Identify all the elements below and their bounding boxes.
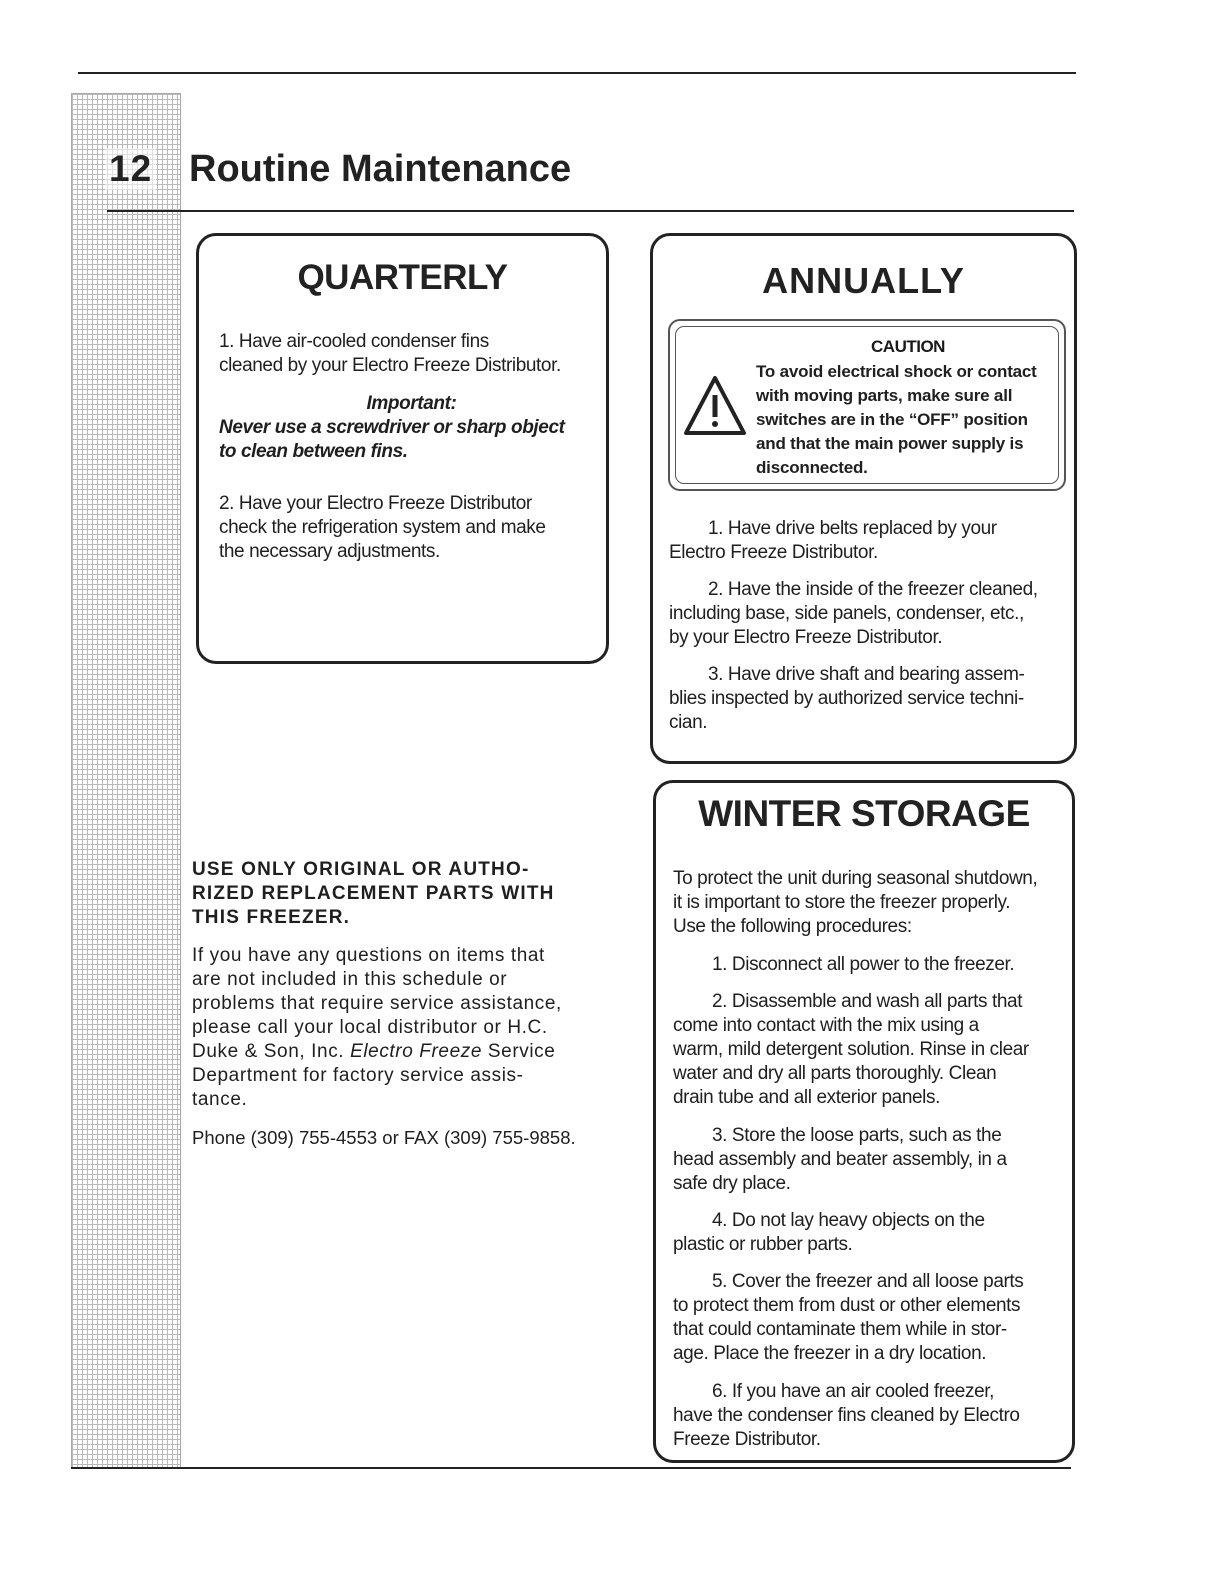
annually-box <box>650 233 1077 764</box>
grid-margin-strip <box>71 93 181 1469</box>
phone-fax: Phone (309) 755-4553 or FAX (309) 755-9858. <box>192 1127 576 1148</box>
contact-text: Service <box>482 1041 556 1062</box>
important-text: Never use a screwdriver or sharp object <box>219 417 565 438</box>
annually-item-line: 1. Have drive belts replaced by your <box>708 518 997 539</box>
page-title: Routine Maintenance <box>189 148 572 190</box>
bottom-rule <box>71 1467 1071 1469</box>
winter-item-line: safe dry place. <box>673 1173 791 1194</box>
winter-item-line: water and dry all parts thoroughly. Clean <box>673 1063 997 1084</box>
winter-item-line: 4. Do not lay heavy objects on the <box>712 1210 985 1231</box>
quarterly-item-1-line: 1. Have air-cooled condenser fins <box>219 331 489 352</box>
annually-item-line: 3. Have drive shaft and bearing assem- <box>708 664 1025 685</box>
quarterly-item-2 <box>219 492 604 564</box>
winter-intro <box>673 867 1073 939</box>
caution-line: switches are in the “OFF” position <box>756 410 1028 429</box>
annually-item-line: including base, side panels, condenser, etc., <box>669 603 1024 624</box>
contact-text: Duke & Son, Inc. <box>192 1041 351 1062</box>
winter-item-4 <box>673 1209 1073 1257</box>
winter-item-line: 1. Disconnect all power to the freezer. <box>712 954 1015 975</box>
quarterly-title: QUARTERLY <box>297 258 508 297</box>
winter-item-line: drain tube and all exterior panels. <box>673 1087 940 1108</box>
annually-item-line: cian. <box>669 712 708 733</box>
caution-panel <box>668 319 1066 491</box>
top-rule <box>78 72 1076 74</box>
quarterly-item-1-line: cleaned by your Electro Freeze Distributor. <box>219 355 561 376</box>
winter-item-line: have the condenser fins cleaned by Electro <box>673 1405 1020 1426</box>
contact-line: please call your local distributor or H.C. <box>192 1017 548 1038</box>
winter-item-line: age. Place the freezer in a dry location. <box>673 1343 987 1364</box>
winter-item-line: to protect them from dust or other elements <box>673 1295 1021 1316</box>
contact-line: If you have any questions on items that <box>192 945 545 966</box>
winter-item-1 <box>673 953 1073 977</box>
winter-item-3 <box>673 1124 1073 1196</box>
winter-storage-box <box>653 780 1075 1463</box>
winter-item-line: 6. If you have an air cooled freezer, <box>712 1381 994 1402</box>
quarterly-item-2-line: the necessary adjustments. <box>219 541 440 562</box>
contact-line: are not included in this schedule or <box>192 969 508 990</box>
important-label: Important: <box>366 393 457 414</box>
annually-item-line: blies inspected by authorized service techni- <box>669 688 1024 709</box>
parts-heading-line: USE ONLY ORIGINAL OR AUTHO- <box>192 859 530 880</box>
brand-name: Electro Freeze <box>350 1041 483 1062</box>
contact-paragraph <box>192 944 602 1112</box>
replacement-parts-heading <box>192 858 602 930</box>
caution-line: disconnected. <box>756 458 868 477</box>
contact-line: problems that require service assistance, <box>192 993 562 1014</box>
caution-heading: CAUTION <box>871 337 945 356</box>
caution-line: and that the main power supply is <box>756 434 1024 453</box>
caution-line: To avoid electrical shock or contact <box>756 362 1037 381</box>
annually-item-3 <box>669 663 1079 735</box>
caution-text <box>756 360 1061 480</box>
caution-line: with moving parts, make sure all <box>756 386 1013 405</box>
winter-item-line: plastic or rubber parts. <box>673 1234 853 1255</box>
winter-item-line: 3. Store the loose parts, such as the <box>712 1125 1002 1146</box>
winter-item-6 <box>673 1380 1073 1452</box>
annually-item-line: by your Electro Freeze Distributor. <box>669 627 943 648</box>
quarterly-box <box>196 233 609 664</box>
parts-heading-line: RIZED REPLACEMENT PARTS WITH <box>192 883 555 904</box>
warning-triangle-icon <box>682 373 748 437</box>
winter-item-line: 2. Disassemble and wash all parts that <box>712 991 1023 1012</box>
winter-intro-line: it is important to store the freezer properly. <box>673 892 1011 913</box>
winter-item-line: Freeze Distributor. <box>673 1429 821 1450</box>
quarterly-item-2-line: 2. Have your Electro Freeze Distributor <box>219 493 532 514</box>
parts-heading-line: THIS FREEZER. <box>192 907 351 928</box>
quarterly-important-note <box>219 392 604 464</box>
annually-item-line: Electro Freeze Distributor. <box>669 542 878 563</box>
winter-item-line: warm, mild detergent solution. Rinse in clear <box>673 1039 1029 1060</box>
title-rule <box>107 210 1074 212</box>
winter-item-5 <box>673 1270 1073 1366</box>
winter-intro-line: To protect the unit during seasonal shutdown, <box>673 868 1038 889</box>
annually-title: ANNUALLY <box>762 260 965 301</box>
important-text: to clean between fins. <box>219 441 408 462</box>
annually-item-1 <box>669 517 1079 565</box>
winter-intro-line: Use the following procedures: <box>673 916 912 937</box>
contact-line: Department for factory service assis- <box>192 1065 524 1086</box>
winter-item-line: 5. Cover the freezer and all loose parts <box>712 1271 1024 1292</box>
winter-item-line: head assembly and beater assembly, in a <box>673 1149 1007 1170</box>
annually-item-line: 2. Have the inside of the freezer cleaned, <box>708 579 1038 600</box>
winter-item-2 <box>673 990 1073 1110</box>
winter-storage-title: WINTER STORAGE <box>698 793 1030 834</box>
quarterly-item-2-line: check the refrigeration system and make <box>219 517 546 538</box>
page-number: 12 <box>105 148 156 190</box>
winter-item-line: that could contaminate them while in stor- <box>673 1319 1007 1340</box>
contact-line: tance. <box>192 1089 248 1110</box>
contact-line <box>192 1040 602 1064</box>
winter-item-line: come into contact with the mix using a <box>673 1015 979 1036</box>
annually-item-2 <box>669 578 1079 650</box>
quarterly-item-1 <box>219 330 604 378</box>
